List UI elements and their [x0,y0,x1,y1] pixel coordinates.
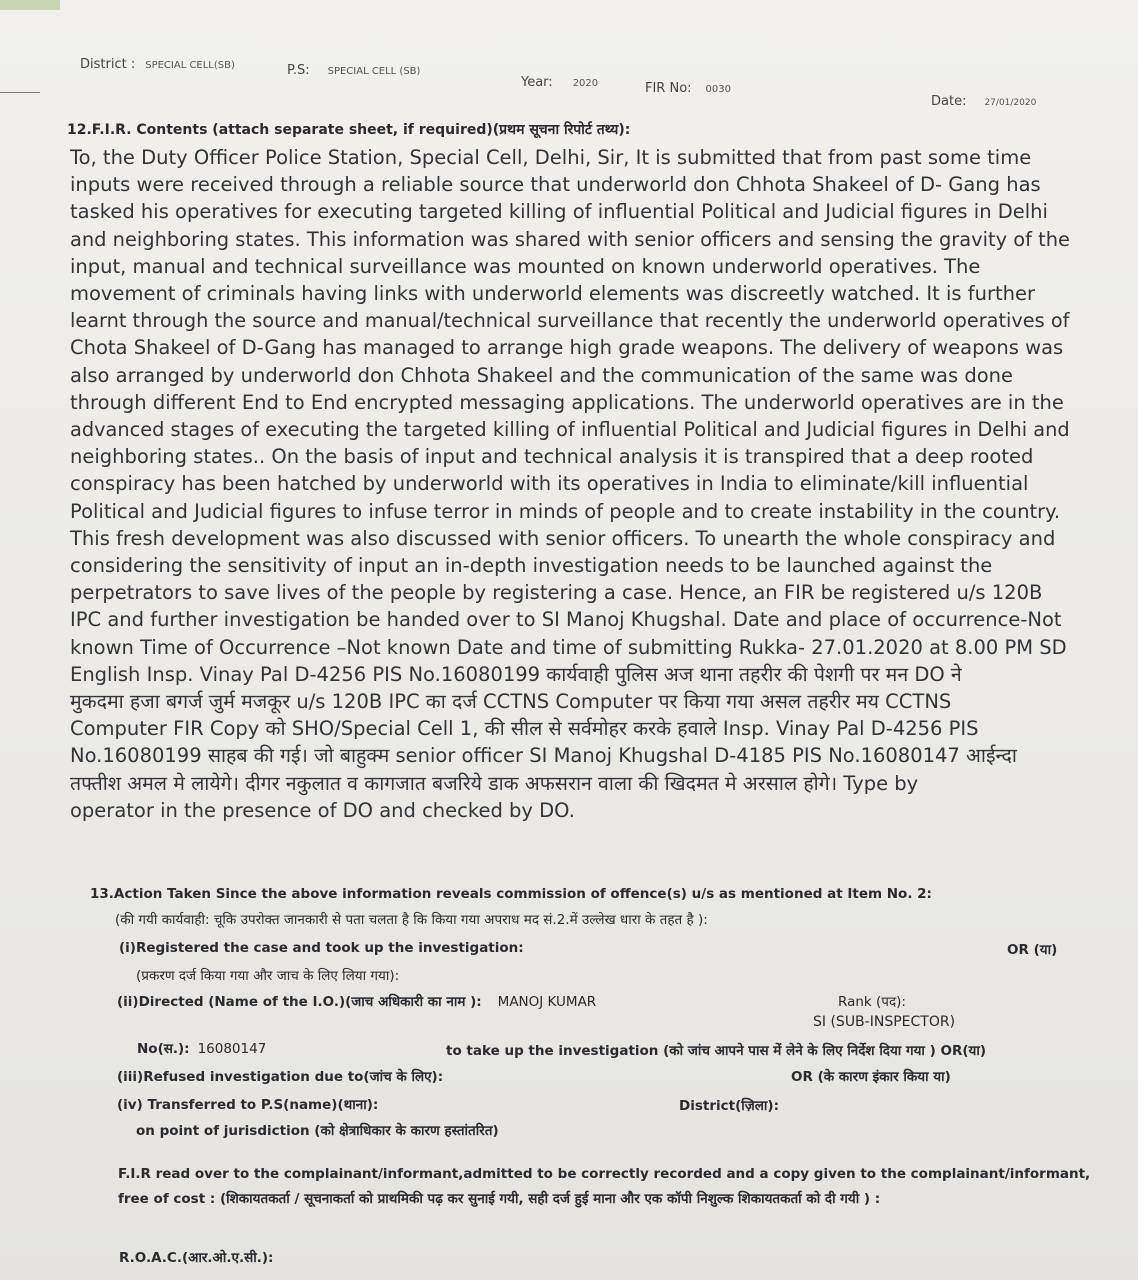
content-line: movement of criminals having links with underworld elements was discreetly watched. It is further [70,282,1036,306]
io-no-field [137,1039,266,1057]
content-line: English Insp. Vinay Pal D-4256 PIS No.16080199 कार्यवाही पुलिस अज थाना तहरीर की पेशगी पर मन DO ने [70,662,962,686]
content-line: and neighboring states. This information was shared with senior officers and sensing the gravity of the [70,227,1071,251]
margin-line [0,92,40,93]
content-line: considering the sensitivity of input an in-depth investigation needs to be launched against the [70,554,993,578]
content-line: मुकदमा हजा बगर्ज जुर्म मजकूर u/s 120B IPC का दर्ज CCTNS Computer पर किया गया असल तहरीर मय CCTNS [70,690,952,714]
content-line: Chota Shakeel of D-Gang has managed to arrange high grade weapons. The delivery of weapons was [70,336,1064,360]
content-line: input, manual and technical surveillance was mounted on known underworld operatives. The [70,254,981,278]
jurisdiction-text: on point of jurisdiction (को क्षेत्राधिकार के कारण हस्तांतरित) [136,1123,499,1139]
section-12-title: 12.F.I.R. Contents (attach separate sheet, if required)(प्रथम सूचना रिपोर्ट तथ्य): [67,122,631,138]
date-value: 27/01/2020 [984,98,1037,108]
content-line: conspiracy has been hatched by underworld with its operatives in India to eliminate/kill influential [70,472,1029,496]
roac-label: R.O.A.C.(आर.ओ.ए.सी.): [119,1250,274,1266]
content-line: To, the Duty Officer Police Station, Special Cell, Delhi, Sir, It is submitted that from past some time [70,146,1032,169]
section-13-title-hindi: (की गयी कार्यवाही: चूकि उपरोक्त जानकारी से पता चलता है कि किया गया अपराध मद सं.2.में उल्लेख धारा के तहत है ): [115,912,708,928]
corner-shadow [0,0,60,10]
content-line: This fresh development was also discussed with senior officers. To unearth the whole conspiracy and [70,526,1056,550]
ps-field [287,63,420,78]
district-label: District : [80,57,136,72]
content-line: Computer FIR Copy को SHO/Special Cell 1, की सील से सर्वमोहर करके हवाले Insp. Vinay Pal D-4256 PIS [70,717,979,741]
item-i-label: (i)Registered the case and took up the investigation: [119,940,524,956]
district-value: SPECIAL CELL(SB) [145,60,235,71]
item-i-or: OR (या) [1007,942,1058,958]
io-name: MANOJ KUMAR [497,994,597,1010]
item-ii-label: (ii)Directed (Name of the I.O.)(जाच अधिकारी का नाम ): [117,994,482,1010]
content-line: through different End to End encrypted messaging applications. The underworld operatives are in the [70,390,1064,414]
rank-label: Rank (पद): [838,994,906,1010]
item-i-hindi: (प्रकरण दर्ज किया गया और जाच के लिए लिया गया): [136,968,400,984]
content-line: Political and Judicial figures to infuse terror in minds of people and to create instability in the country. [70,499,1061,523]
content-line: No.16080199 साहब की गई। जो बाहुक्म senior officer SI Manoj Khugshal D-4185 PIS No.16080147 आईन्दा [70,744,1017,768]
item-iii-or: OR (के कारण इंकार किया या) [791,1069,951,1085]
content-line: inputs were received through a reliable source that underworld don Chhota Shakeel of D- Gang has [70,173,1041,197]
year-label: Year: [521,75,553,90]
ps-label: P.S: [287,63,310,78]
content-line: neighboring states.. On the basis of input and technical analysis it is transpired that a deep rooted [70,445,1034,469]
transfer-district-label: District(ज़िला): [679,1098,779,1114]
year-field [521,75,598,90]
item-ii-field [117,992,596,1010]
item-iii-label: (iii)Refused investigation due to(जांच के लिए): [117,1069,444,1085]
date-field [931,94,1036,109]
section-13-title: 13.Action Taken Since the above information reveals commission of offence(s) u/s as mentioned at Item No. 2: [90,886,932,902]
content-line: also arranged by underworld don Chhota Shakeel and the communication of the same was done [70,363,1013,387]
fir-contents [70,144,1070,824]
district-field [80,57,235,72]
content-line: तफ्तीश अमल मे लायेगे। दीगर नकुलात व कागजात बजरिये डाक अफसरान वाला की खिदमत मे अरसाल होगे। Type by [70,771,919,795]
content-line: known Time of Occurrence –Not known Date and time of submitting Rukka- 27.01.2020 at 8.00 PM SD [70,635,1067,659]
io-no-value: 16080147 [197,1041,267,1057]
fir-read-line-1: F.I.R read over to the complainant/informant,admitted to be correctly recorded and a copy given to the complainant/informant, [118,1166,1091,1182]
date-label: Date: [931,94,967,109]
io-no-label: No(स.): [137,1041,190,1057]
fir-no-value: 0030 [705,84,731,95]
content-line: perpetrators to save lives of the people by registering a case. Hence, an FIR be registered u/s 120B [70,581,1043,605]
content-line: advanced stages of executing the targeted killing of influential Political and Judicial figures in Delhi and [70,418,1070,442]
content-line: operator in the presence of DO and checked by DO. [70,798,575,822]
year-value: 2020 [572,78,599,89]
fir-no-label: FIR No: [645,81,692,96]
ps-value: SPECIAL CELL (SB) [327,66,421,77]
content-line: IPC and further investigation be handed over to SI Manoj Khugshal. Date and place of occurrence-Not [70,608,1062,632]
item-iv-label: (iv) Transferred to P.S(name)(थाना): [117,1097,379,1113]
rank-value: SI (SUB-INSPECTOR) [813,1014,956,1030]
fir-no-field [645,81,731,96]
to-take-up: to take up the investigation (को जांच आपने पास में लेने के लिए निर्देश दिया गया ) OR(या) [446,1043,987,1059]
content-line: tasked his operatives for executing targeted killing of influential Political and Judicial figures in Delhi [70,200,1048,224]
content-line: learnt through the source and manual/technical surveillance that recently the underworld operatives of [70,309,1070,333]
fir-read-line-2: free of cost : (शिकायतकर्ता / सूचनाकर्ता को प्राथमिकी पढ़ कर सुनाई गयी, सही दर्ज हुई माना और एक कॉपी निशुल्क शिकायतकर्ता को दी गयी ) : [118,1191,881,1207]
